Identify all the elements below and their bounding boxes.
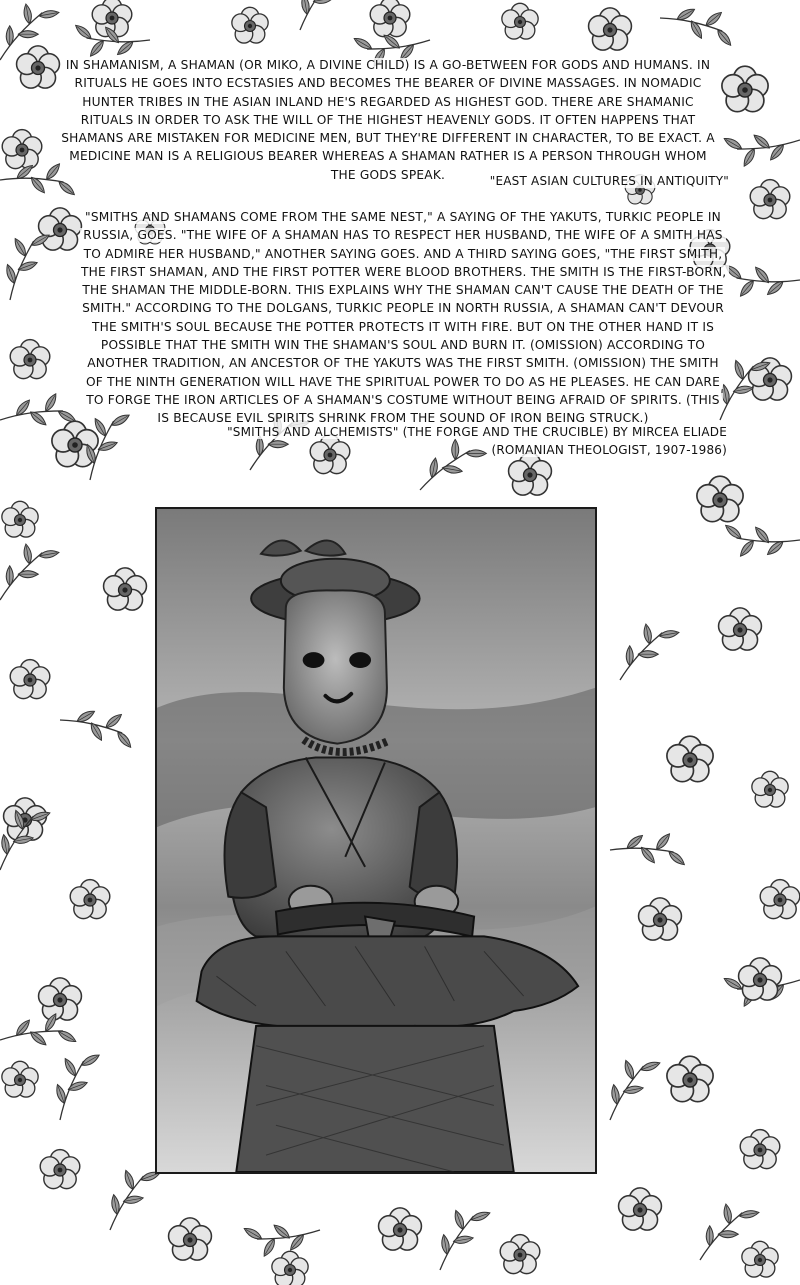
quote-source-line1: "SMITHS AND ALCHEMISTS" (THE FORGE AND THE CRUCIBLE) BY MIRCEA ELIADE [224, 425, 730, 439]
intro-paragraph [58, 56, 718, 184]
intro-text: IN SHAMANISM, A SHAMAN (OR MIKO, A DIVINE CHILD) IS A GO-BETWEEN FOR GODS AND HUMANS. IN RITUALS HE GOES INTO ECSTASIES AND BECOMES THE BEARER OF DIVINE MASSAGES. IN NOMADIC HUNTER TRIBES IN THE ASIAN INLAND HE'S REGARDED AS HIGHEST GOD. THERE ARE SHAMANIC RITUALS IN ORDER TO ASK THE WILL OF THE HIGHEST HEAVENLY GODS. IT OFTEN HAPPENS THAT SHAMANS ARE MISTAKEN FOR MEDICINE MEN, BUT THEY'RE DIFFERENT IN CHARACTER, TO BE EXACT. A MEDICINE MAN IS A RELIGIOUS BEARER WHEREAS A SHAMAN RATHER IS A PERSON THROUGH WHOM THE GODS SPEAK. [58, 58, 718, 182]
quote-source-line2: (ROMANIAN THEOLOGIST, 1907-1986) [488, 443, 730, 457]
quote-paragraph [78, 208, 728, 428]
intro-source [487, 172, 732, 190]
quote-text: "SMITHS AND SHAMANS COME FROM THE SAME NEST," A SAYING OF THE YAKUTS, TURKIC PEOPLE IN RUSSIA, GOES. "THE WIFE OF A SHAMAN HAS TO RESPECT HER HUSBAND, THE WIFE OF A SMITH HAS TO ADMIRE HER HUSBAND," ANOTHER SAYING GOES. AND A THIRD SAYING GOES, "THE FIRST SMITH, THE FIRST SHAMAN, AND THE FIRST POTTER WERE BLOOD BROTHERS. THE SMITH IS THE FIRST-BORN, THE SHAMAN THE MIDDLE-BORN. THIS EXPLAINS WHY THE SHAMAN CAN'T CAUSE THE DEATH OF THE SMITH." ACCORDING TO THE DOLGANS, TURKIC PEOPLE IN NORTH RUSSIA, A SHAMAN CAN'T DEVOUR THE SMITH'S SOUL BECAUSE THE POTTER PROTECTS IT WITH FIRE. BUT ON THE OTHER HAND IT IS POSSIBLE THAT THE SMITH WIN THE SHAMAN'S SOUL AND BURN IT. (OMISSION) ACCORDING TO ANOTHER TRADITION, AN ANCESTOR OF THE YAKUTS WAS THE FIRST SMITH. (OMISSION) THE SMITH OF THE NINTH GENERATION WILL HAVE THE SPIRITUAL POWER TO DO AS HE PLEASES. HE CAN DARE TO FORGE THE IRON ARTICLES OF A SHAMAN'S COSTUME WITHOUT BEING AFRAID OF SPIRITS. (THIS IS BECAUSE EVIL SPIRITS SHRINK FROM THE SOUND OF IRON BEING STRUCK.) [78, 210, 729, 425]
intro-source-text: "EAST ASIAN CULTURES IN ANTIQUITY" [487, 174, 732, 188]
quote-source [224, 423, 730, 459]
haniwa-figure-illustration [155, 507, 597, 1174]
